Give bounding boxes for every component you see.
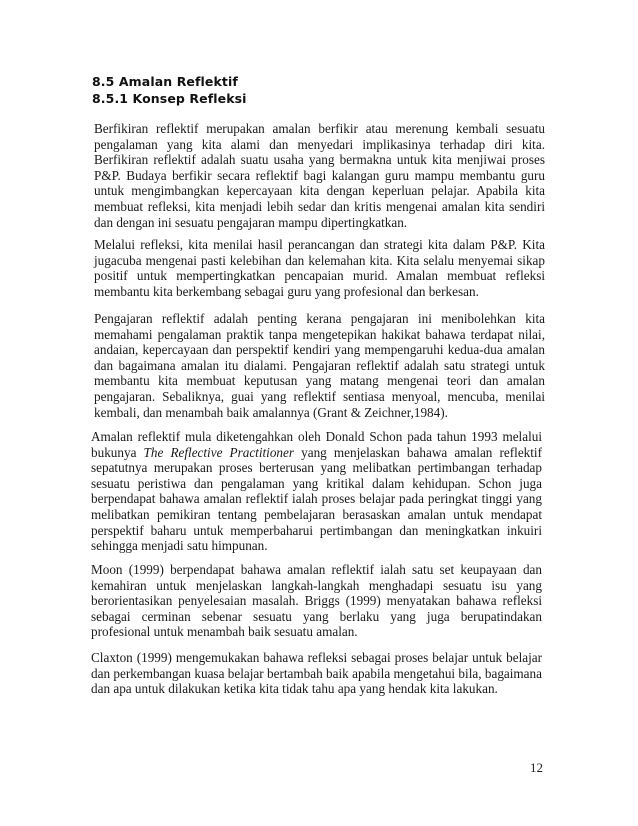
paragraph-6: Claxton (1999) mengemukakan bahawa refleksi sebagai proses belajar untuk belajar dan perkembangan kuasa belajar bertambah baik apabila mengetahui bila, bagaimana dan apa untuk dilakukan ketika kita tidak tahu apa yang hendak kita lakukan. (91, 650, 542, 697)
paragraph-3: Pengajaran reflektif adalah penting kerana pengajaran ini menibolehkan kita memahami pengalaman praktik tanpa mengetepikan hakikat bahawa terdapat nilai, andaian, kepercayaan dan perspektif kendiri yang mempengaruhi kedua-dua amalan dan bagaimana amalan itu dialami. Pengajaran reflektif adalah satu strategi untuk membantu kita membuat keputusan yang matang mengenai teori dan amalan pengajaran. Sebaliknya, guai yang reflektif sentiasa menyoal, mencuba, menilai kembali, dan menambah baik amalannya (Grant & Zeichner,1984). (94, 311, 545, 420)
paragraph-5: Moon (1999) berpendapat bahawa amalan reflektif ialah satu set keupayaan dan kemahiran untuk menjelaskan langkah-langkah menghadapi sesuatu isu yang berorientasikan penyelesaian masalah. Briggs (1999) menyatakan bahawa refleksi sebagai cerminan sebenar sesuatu yang berlaku yang juga berupatindakan profesional untuk menambah baik sesuatu amalan. (91, 562, 542, 640)
paragraph-4 (91, 429, 542, 554)
book-title: The Reflective Practitioner (143, 444, 295, 460)
page-number: 12 (530, 760, 543, 775)
paragraph-1: Berfikiran reflektif merupakan amalan berfikir atau merenung kembali sesuatu pengalaman yang kita alami dan menyedari implikasinya terhadap diri kita. Berfikiran reflektif adalah suatu usaha yang bermakna untuk kita menjiwai proses P&P. Budaya berfikir secara reflektif bagi kalangan guru mampu membantu guru untuk mengimbangkan kepercayaan kita dengan keperluan pelajar. Apabila kita membuat refleksi, kita menjadi lebih sedar dan kritis mengenai amalan kita sendiri dan dengan ini sesuatu pengajaran mampu dipertingkatkan. (94, 121, 545, 230)
paragraph-4-text-before: Amalan reflektif mula diketengahkan oleh Donald Schon pada tahun 1993 melalui bukunya (91, 429, 542, 460)
paragraph-2: Melalui refleksi, kita menilai hasil perancangan dan strategi kita dalam P&P. Kita jugacuba mengenai pasti kelebihan dan kelemahan kita. Kita selalu menyemai sikap positif untuk mempertingkatkan pencapaian murid. Amalan membuat refleksi membantu kita berkembang sebagai guru yang profesional dan berkesan. (94, 237, 545, 299)
subsection-heading: 8.5.1 Konsep Refleksi (92, 91, 247, 106)
section-heading: 8.5 Amalan Reflektif (92, 74, 238, 89)
paragraph-4-text-after: yang menjelaskan bahawa amalan reflektif sepatutnya merupakan proses berterusan yang melibatkan pertimbangan terhadap sesuatu peristiwa dan pengalaman yang kritikal dalam kehidupan. Schon juga berpendapat bahawa amalan reflektif ialah proses belajar pada peringkat tinggi yang melibatkan pemikiran tentang pembelajaran berasaskan amalan untuk mendapat perspektif baharu untuk memperbaharui pertimbangan dan meningkatkan inkuiri sehingga menjadi satu himpunan. (91, 444, 542, 554)
